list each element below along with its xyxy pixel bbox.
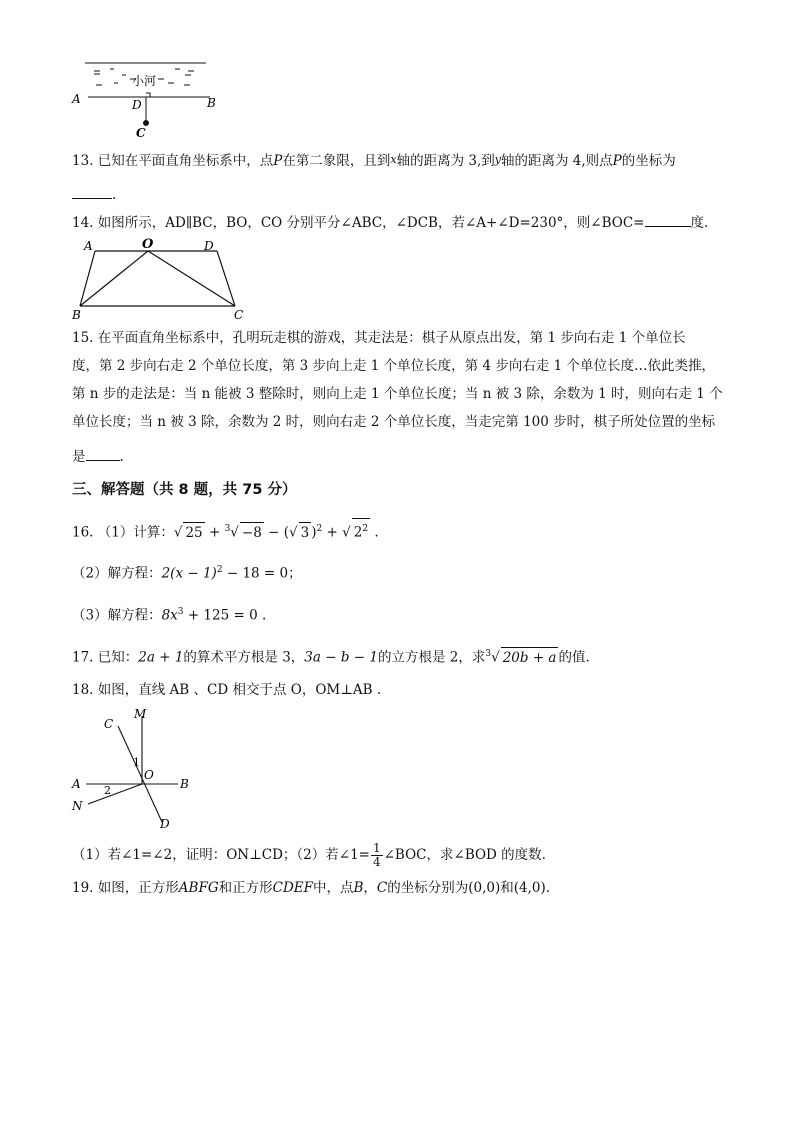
question-13-answer: . [72,184,116,205]
fraction-one-quarter: $\frac{1}{4}$ [372,841,381,869]
question-16-part-1: 16. （1）计算：√ 25 + $^3$√ −8 − (√ 3 )$^2$ + √ $2^2$ . [72,518,379,543]
question-18: 18. 如图，直线 AB 、CD 相交于点 O，OM⊥AB . [72,682,382,698]
trapezoid-figure [70,236,250,322]
point-label-n: N [72,799,83,813]
question-15-line-3: 第 n 步的走法是：当 n 能被 3 整除时，则向上走 1 个单位长度；当 n 被 3 除，余数为 1 时，则向右走 1 个 [72,386,723,402]
point-label-c: C [234,308,244,322]
angle-label-1: 1 [133,756,140,769]
question-18-subquestions: （1）若∠1=∠2，证明：ON⊥CD；（2）若∠1= $\frac{1}{4}$ ∠BOC，求∠BOD 的度数. [72,841,546,869]
point-label-o: O [144,768,154,782]
answer-blank-14[interactable] [645,212,691,227]
question-16-part-3: （3）解方程：$8x^3 + 125 = 0$ . [72,607,267,624]
angle-label-2: 2 [104,784,111,797]
point-label-d: D [160,817,170,831]
point-label-b: B [72,308,81,322]
point-label-d: D [132,98,142,112]
question-15-line-2: 度，第 2 步向右走 2 个单位长度，第 3 步向上走 1 个单位长度，第 4 步向右走 1 个单位长度…依此类推， [72,358,716,374]
question-17: 17. 已知：2a + 1的算术平方根是 3，3a − b − 1的立方根是 2，求$^3$√ 20b + a 的值. [72,644,590,668]
point-label-c: C [104,717,114,731]
point-label-b: B [180,777,189,791]
point-label-o: O [142,237,154,252]
point-label-a: A [84,239,93,253]
river-label: 小河 [132,74,157,88]
point-label-m: M [134,707,147,721]
intersecting-lines-figure [70,704,200,832]
section-heading: 三、解答题（共 8 题，共 75 分） [72,482,297,498]
question-15-line-5: 是 . [72,446,124,467]
question-15-line-4: 单位长度；当 n 被 3 除，余数为 2 时，则向右走 2 个单位长度，当走完第 100 步时，棋子所处位置的坐标 [72,414,716,430]
point-label-c: C [136,126,146,140]
point-label-b: B [207,96,216,110]
river-figure [70,55,220,145]
question-19: 19. 如图，正方形ABFG和正方形CDEF中，点B，C的坐标分别为(0,0)和(4,0). [72,880,551,896]
answer-blank-13[interactable] [72,184,112,199]
question-14: 14. 如图所示，AD∥BC，BO，CO 分别平分∠ABC，∠DCB，若∠A+∠D=230°，则∠BOC= 度. [72,212,708,233]
question-13: 13. 已知在平面直角坐标系中，点P在第二象限，且到x轴的距离为 3,到y轴的距离为 4,则点P的坐标为 [72,153,676,169]
question-15-line-1: 15. 在平面直角坐标系中，孔明玩走棋的游戏，其走法是：棋子从原点出发，第 1 步向右走 1 个单位长 [72,330,686,346]
question-16-part-2: （2）解方程：$2(x - 1)^2 - 18 = 0$； [72,565,302,582]
point-label-a: A [72,777,81,791]
point-label-a: A [72,92,81,106]
answer-blank-15[interactable] [86,446,120,461]
point-label-d: D [204,239,214,253]
